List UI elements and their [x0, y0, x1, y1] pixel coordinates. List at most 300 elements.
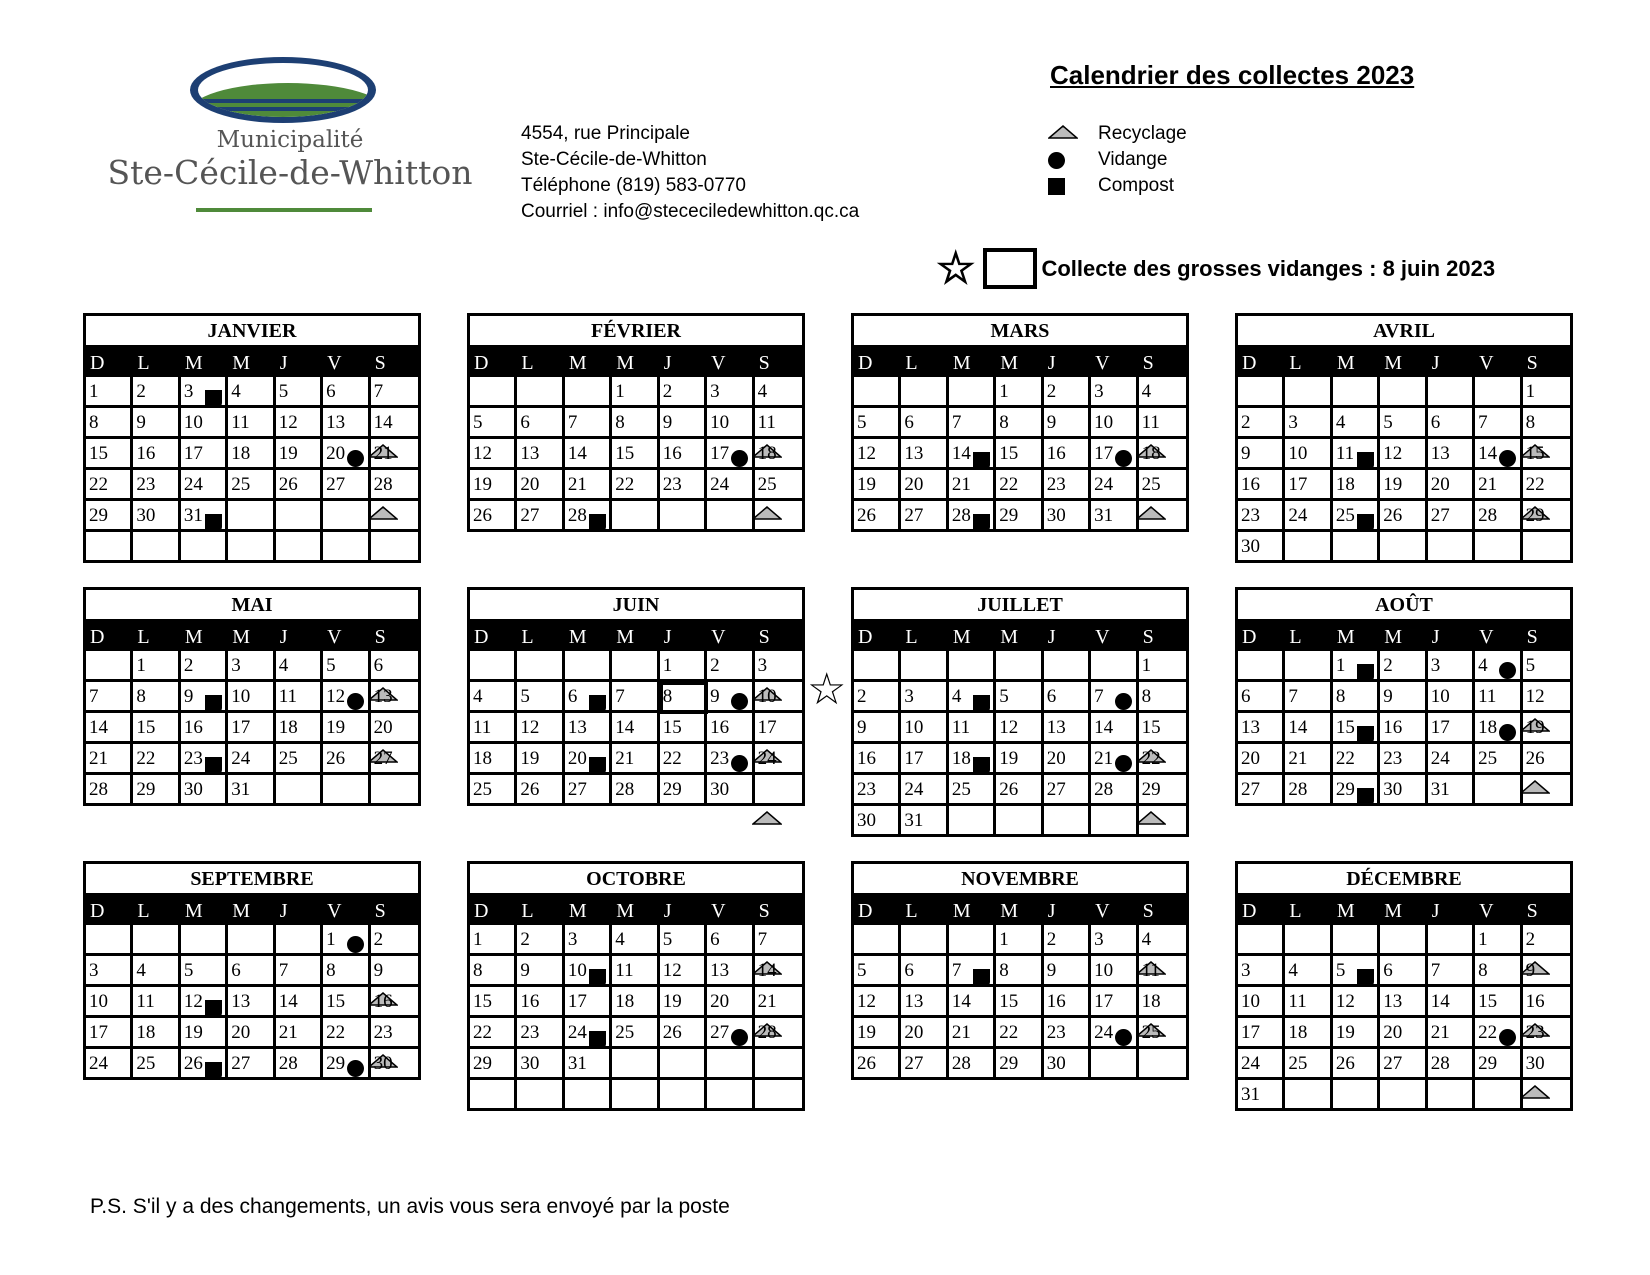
day-cell — [371, 956, 418, 987]
day-number: 8 — [326, 960, 336, 981]
day-cell — [1238, 532, 1285, 560]
day-number: 3 — [1430, 655, 1441, 676]
day-cell — [707, 713, 754, 744]
day-number: 1 — [999, 381, 1009, 402]
day-number: 12 — [520, 717, 540, 738]
circle-icon — [731, 693, 748, 710]
day-number: 22 — [1525, 474, 1545, 495]
day-grid — [1238, 377, 1570, 560]
day-cell — [1238, 1049, 1285, 1080]
square-icon — [205, 757, 222, 774]
weekday-label: M — [952, 352, 971, 374]
day-cell — [1091, 956, 1138, 987]
day-cell — [133, 987, 180, 1018]
day-number: 31 — [904, 810, 924, 831]
day-number: 3 — [710, 381, 720, 402]
day-cell — [996, 744, 1043, 775]
day-cell — [612, 377, 659, 408]
day-cell — [228, 956, 275, 987]
day-cell — [228, 408, 275, 439]
day-number: 12 — [857, 991, 876, 1012]
weekday-label: D — [90, 626, 105, 648]
day-cell — [1238, 682, 1285, 713]
day-number: 25 — [1141, 474, 1161, 495]
empty-cell — [1428, 377, 1475, 408]
month-name: MARS — [854, 316, 1186, 348]
month-décembre — [1235, 861, 1573, 1111]
empty-cell — [181, 532, 228, 560]
weekday-label: V — [1479, 352, 1494, 374]
day-cell — [1523, 1049, 1570, 1080]
empty-cell — [1333, 1080, 1380, 1108]
day-number: 22 — [136, 748, 156, 769]
weekday-label: D — [90, 900, 105, 922]
weekday-label: L — [521, 626, 534, 648]
day-number: 15 — [326, 991, 346, 1012]
day-number: 19 — [278, 443, 298, 464]
day-number: 17 — [757, 717, 777, 738]
day-number: 9 — [136, 412, 146, 433]
weekday-label: V — [711, 626, 726, 648]
circle-icon — [347, 1060, 364, 1077]
day-number: 24 — [1241, 1053, 1260, 1074]
day-cell — [996, 501, 1043, 529]
day-cell — [707, 1018, 754, 1049]
day-cell — [1380, 439, 1427, 470]
month-août — [1235, 587, 1573, 806]
day-cell — [181, 775, 228, 803]
day-cell — [517, 408, 564, 439]
day-cell — [276, 651, 323, 682]
day-number: 3 — [1094, 929, 1104, 950]
day-cell — [949, 1018, 996, 1049]
day-cell — [755, 925, 802, 956]
empty-cell — [1091, 651, 1138, 682]
day-number: 25 — [1288, 1053, 1308, 1074]
day-number: 7 — [89, 686, 99, 707]
day-cell — [86, 439, 133, 470]
day-cell — [1475, 713, 1522, 744]
day-cell — [1044, 925, 1091, 956]
day-number: 2 — [520, 929, 530, 950]
weekday-label: J — [663, 626, 672, 648]
empty-cell — [707, 1080, 754, 1108]
logo-landscape — [198, 63, 368, 117]
day-cell — [1091, 775, 1138, 806]
day-cell — [949, 470, 996, 501]
day-number: 7 — [1478, 412, 1488, 433]
day-number: 26 — [1525, 748, 1545, 769]
day-cell — [276, 682, 323, 713]
empty-cell — [371, 532, 418, 560]
day-cell — [707, 377, 754, 408]
day-cell — [1428, 775, 1475, 803]
star-icon: ☆ — [807, 665, 847, 714]
day-cell — [470, 713, 517, 744]
day-cell — [996, 439, 1043, 470]
day-number: 8 — [136, 686, 146, 707]
day-cell — [1333, 744, 1380, 775]
day-number: 12 — [473, 443, 492, 464]
legend — [1048, 121, 1187, 199]
weekday-header — [1238, 896, 1570, 925]
day-cell — [470, 682, 517, 713]
empty-cell — [612, 1080, 659, 1108]
day-number: 27 — [373, 748, 393, 769]
address-street: 4554, rue Principale — [521, 123, 690, 144]
day-cell — [660, 439, 707, 470]
day-cell — [901, 1049, 948, 1077]
day-number: 23 — [1046, 474, 1066, 495]
day-cell — [1044, 744, 1091, 775]
day-number: 23 — [520, 1022, 540, 1043]
weekday-label: S — [1526, 900, 1538, 922]
day-cell — [1475, 501, 1522, 532]
day-cell — [1285, 775, 1332, 803]
day-number: 31 — [1094, 505, 1114, 526]
day-cell — [1333, 956, 1380, 987]
day-cell — [371, 439, 418, 470]
day-cell — [565, 775, 612, 803]
weekday-label: M — [616, 352, 635, 374]
day-cell — [86, 956, 133, 987]
day-number: 6 — [1383, 960, 1393, 981]
day-cell — [86, 744, 133, 775]
weekday-label: V — [1479, 900, 1494, 922]
day-number: 20 — [1241, 748, 1260, 769]
day-number: 19 — [326, 717, 346, 738]
empty-cell — [86, 651, 133, 682]
day-number: 9 — [520, 960, 530, 981]
weekday-label: S — [1142, 900, 1154, 922]
empty-cell — [1238, 651, 1285, 682]
weekday-label: J — [1431, 352, 1440, 374]
weekday-label: M — [568, 626, 587, 648]
day-cell — [371, 651, 418, 682]
legend-icon — [1048, 121, 1098, 147]
day-number: 15 — [89, 443, 108, 464]
empty-cell — [1523, 532, 1570, 560]
day-number: 24 — [710, 474, 730, 495]
day-number: 28 — [951, 505, 971, 526]
day-cell — [755, 956, 802, 987]
square-icon — [1357, 788, 1374, 805]
day-number: 15 — [1525, 443, 1545, 464]
empty-cell — [1523, 1080, 1570, 1108]
circle-icon — [1499, 662, 1516, 679]
day-cell — [1139, 775, 1186, 806]
day-number: 5 — [183, 960, 194, 981]
day-number: 11 — [1288, 991, 1307, 1012]
weekday-label: L — [1289, 352, 1302, 374]
day-number: 4 — [757, 381, 768, 402]
day-number: 16 — [183, 717, 203, 738]
day-number: 22 — [999, 1022, 1019, 1043]
day-number: 29 — [1478, 1053, 1498, 1074]
day-cell — [949, 744, 996, 775]
day-number: 2 — [1046, 381, 1057, 402]
day-number: 17 — [1094, 443, 1114, 464]
day-cell — [949, 956, 996, 987]
day-cell — [86, 987, 133, 1018]
day-cell — [565, 470, 612, 501]
day-cell — [854, 806, 901, 834]
weekday-label: V — [711, 900, 726, 922]
day-number: 23 — [1525, 1022, 1545, 1043]
empty-cell — [228, 532, 275, 560]
empty-cell — [133, 925, 180, 956]
month-septembre — [83, 861, 421, 1080]
day-cell — [1285, 1018, 1332, 1049]
day-cell — [660, 744, 707, 775]
day-cell — [901, 682, 948, 713]
day-number: 11 — [473, 717, 492, 738]
square-icon — [1357, 969, 1374, 986]
day-cell — [1475, 651, 1522, 682]
day-number: 25 — [1335, 505, 1355, 526]
empty-cell — [323, 501, 370, 532]
day-cell — [276, 744, 323, 775]
circle-icon — [1115, 450, 1132, 467]
square-icon — [589, 1031, 606, 1048]
day-number: 26 — [473, 505, 492, 526]
day-number: 8 — [1335, 686, 1346, 707]
empty-cell — [1380, 532, 1427, 560]
day-number: 23 — [183, 748, 203, 769]
day-number: 15 — [999, 991, 1019, 1012]
day-number: 8 — [473, 960, 483, 981]
empty-cell — [854, 377, 901, 408]
square-icon — [1357, 664, 1374, 681]
empty-cell — [1139, 1049, 1186, 1077]
day-number: 18 — [473, 748, 492, 769]
empty-cell — [323, 775, 370, 803]
weekday-label: V — [1095, 352, 1110, 374]
day-number: 7 — [757, 929, 768, 950]
day-cell — [276, 1018, 323, 1049]
day-cell — [1238, 470, 1285, 501]
day-number: 19 — [1335, 1022, 1355, 1043]
square-icon — [205, 1000, 222, 1017]
day-cell — [949, 682, 996, 713]
weekday-label: M — [1000, 626, 1019, 648]
empty-cell — [612, 1049, 659, 1080]
day-number: 18 — [951, 748, 971, 769]
day-number: 4 — [231, 381, 241, 402]
day-cell — [755, 744, 802, 775]
day-number: 11 — [278, 686, 297, 707]
day-cell — [323, 377, 370, 408]
weekday-header — [854, 348, 1186, 377]
day-number: 15 — [1141, 717, 1161, 738]
square-icon — [1048, 178, 1065, 195]
empty-cell — [1091, 806, 1138, 834]
day-cell — [86, 377, 133, 408]
day-cell — [901, 744, 948, 775]
square-icon — [589, 514, 606, 531]
day-number: 17 — [1094, 991, 1114, 1012]
day-cell — [854, 439, 901, 470]
day-number: 13 — [231, 991, 251, 1012]
circle-icon — [1115, 755, 1132, 772]
weekday-label: L — [905, 626, 918, 648]
day-cell — [276, 956, 323, 987]
day-number: 24 — [1094, 1022, 1114, 1043]
day-number: 16 — [373, 991, 393, 1012]
day-number: 4 — [1141, 929, 1152, 950]
day-number: 15 — [473, 991, 492, 1012]
day-cell — [1285, 956, 1332, 987]
day-cell — [323, 713, 370, 744]
day-number: 23 — [136, 474, 156, 495]
weekday-label: J — [1431, 626, 1440, 648]
weekday-label: V — [1095, 626, 1110, 648]
day-cell — [612, 987, 659, 1018]
empty-cell — [565, 377, 612, 408]
empty-cell — [901, 651, 948, 682]
day-cell — [371, 713, 418, 744]
day-cell — [1380, 1018, 1427, 1049]
day-cell — [1380, 408, 1427, 439]
circle-icon — [731, 755, 748, 772]
logo-stripe — [198, 99, 368, 103]
weekday-label: D — [1242, 626, 1257, 648]
day-number: 29 — [136, 779, 156, 800]
day-number: 1 — [326, 929, 336, 950]
day-cell — [1523, 408, 1570, 439]
day-number: 24 — [183, 474, 203, 495]
empty-cell — [1475, 1080, 1522, 1108]
month-name: JUIN — [470, 590, 802, 622]
day-cell — [1091, 408, 1138, 439]
day-cell — [755, 987, 802, 1018]
day-number: 9 — [1046, 412, 1057, 433]
day-cell — [565, 925, 612, 956]
empty-cell — [755, 775, 802, 803]
day-cell — [612, 925, 659, 956]
day-cell — [1091, 987, 1138, 1018]
day-grid — [854, 377, 1186, 529]
day-cell — [755, 408, 802, 439]
empty-cell — [1285, 925, 1332, 956]
empty-cell — [660, 501, 707, 529]
day-number: 2 — [662, 381, 673, 402]
legend-item — [1048, 173, 1187, 199]
day-cell — [1523, 956, 1570, 987]
square-icon — [205, 695, 222, 712]
day-number: 11 — [231, 412, 250, 433]
day-cell — [1285, 501, 1332, 532]
day-cell — [1523, 470, 1570, 501]
empty-cell — [276, 925, 323, 956]
day-number: 16 — [1046, 443, 1066, 464]
day-cell — [1044, 377, 1091, 408]
day-number: 18 — [1478, 717, 1498, 738]
square-icon — [1357, 726, 1374, 743]
day-cell — [1475, 682, 1522, 713]
day-cell — [181, 470, 228, 501]
day-number: 28 — [567, 505, 587, 526]
day-cell — [276, 987, 323, 1018]
day-cell — [181, 744, 228, 775]
day-number: 13 — [904, 443, 924, 464]
day-cell — [1238, 987, 1285, 1018]
day-cell — [517, 682, 564, 713]
circle-icon — [1115, 693, 1132, 710]
day-cell — [1044, 682, 1091, 713]
circle-icon — [1499, 1029, 1516, 1046]
day-cell — [1333, 651, 1380, 682]
day-cell — [228, 744, 275, 775]
day-number: 15 — [1335, 717, 1355, 738]
day-number: 19 — [662, 991, 682, 1012]
day-cell — [1428, 713, 1475, 744]
day-number: 8 — [999, 960, 1009, 981]
day-cell — [1380, 713, 1427, 744]
day-number: 2 — [136, 381, 146, 402]
day-cell — [949, 408, 996, 439]
day-cell — [323, 439, 370, 470]
day-number: 4 — [1288, 960, 1298, 981]
weekday-label: L — [137, 626, 150, 648]
day-number: 7 — [1094, 686, 1104, 707]
weekday-label: V — [327, 900, 342, 922]
day-number: 1 — [1478, 929, 1488, 950]
weekday-label: M — [184, 900, 203, 922]
square-icon — [589, 695, 606, 712]
empty-cell — [1333, 925, 1380, 956]
day-cell — [1475, 956, 1522, 987]
day-cell — [565, 682, 612, 713]
square-icon — [589, 969, 606, 986]
day-number: 24 — [231, 748, 251, 769]
day-cell — [228, 377, 275, 408]
day-number: 10 — [1094, 412, 1114, 433]
day-number: 17 — [710, 443, 730, 464]
day-cell — [1091, 470, 1138, 501]
day-number: 25 — [951, 779, 971, 800]
empty-cell — [949, 377, 996, 408]
day-cell — [133, 408, 180, 439]
day-number: 3 — [904, 686, 914, 707]
empty-cell — [1523, 775, 1570, 803]
empty-cell — [1238, 377, 1285, 408]
day-number: 21 — [89, 748, 108, 769]
day-number: 6 — [1241, 686, 1251, 707]
weekday-label: D — [1242, 352, 1257, 374]
day-number: 24 — [1288, 505, 1308, 526]
empty-cell — [612, 651, 659, 682]
day-cell — [1044, 1018, 1091, 1049]
month-octobre — [467, 861, 805, 1111]
day-number: 6 — [373, 655, 384, 676]
day-cell — [181, 408, 228, 439]
day-number: 22 — [1335, 748, 1355, 769]
circle-icon — [731, 1029, 748, 1046]
empty-cell — [323, 532, 370, 560]
day-cell — [1380, 501, 1427, 532]
day-number: 1 — [615, 381, 625, 402]
day-number: 18 — [231, 443, 251, 464]
day-number: 25 — [473, 779, 492, 800]
day-cell — [707, 987, 754, 1018]
day-cell — [707, 408, 754, 439]
day-cell — [854, 682, 901, 713]
day-number: 22 — [1478, 1022, 1498, 1043]
square-icon — [205, 390, 222, 407]
day-cell — [181, 651, 228, 682]
day-number: 31 — [231, 779, 251, 800]
